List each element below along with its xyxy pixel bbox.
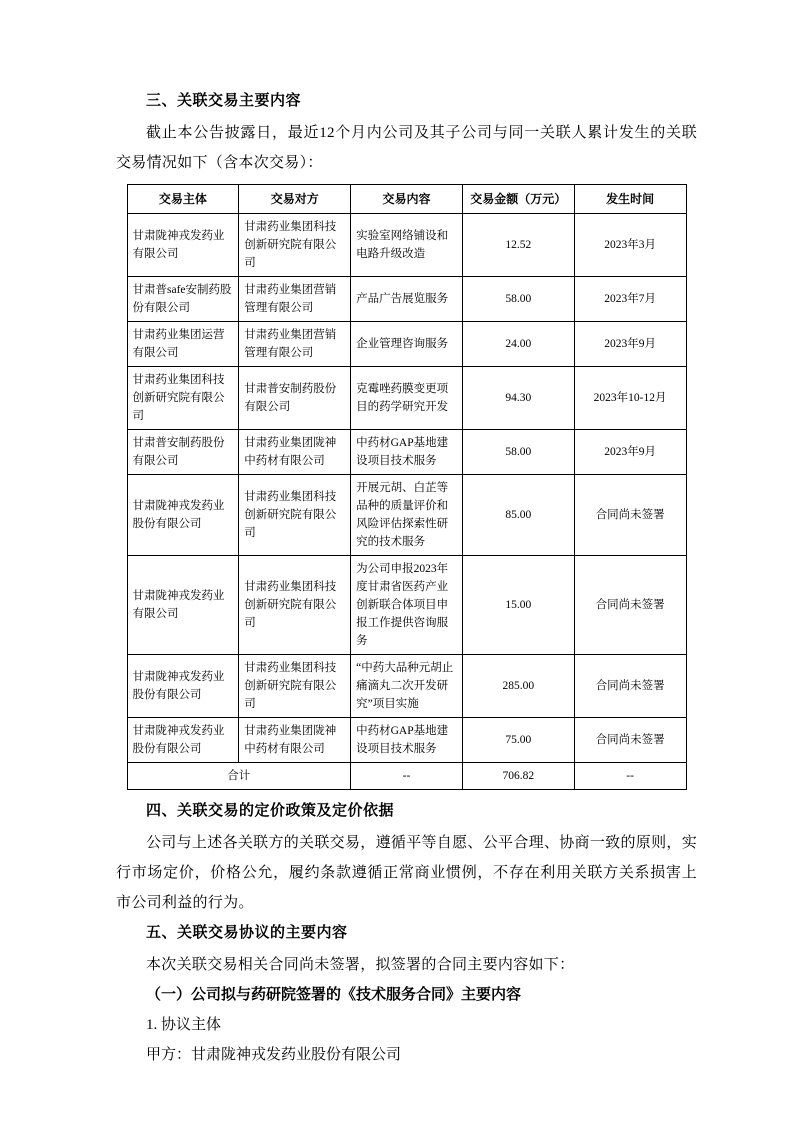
cell-content: “中药大品种元胡止痛滴丸二次开发研究”项目实施 bbox=[351, 655, 463, 718]
subsection-heading-1: （一）公司拟与药研院签署的《技术服务合同》主要内容 bbox=[146, 986, 522, 1003]
cell-content: 开展元胡、白芷等品种的质量评价和风险评估探索性研究的技术服务 bbox=[351, 475, 463, 556]
cell-time: 合同尚未签署 bbox=[574, 655, 686, 718]
cell-time: 合同尚未签署 bbox=[574, 475, 686, 556]
section-5-paragraph: 本次关联交易相关合同尚未签署，拟签署的合同主要内容如下： bbox=[146, 957, 575, 973]
table-row bbox=[127, 718, 686, 763]
cell-content: 克霉唑药膜变更项目的药学研究开发 bbox=[351, 367, 463, 430]
cell-counterparty: 甘肃药业集团科技创新研究院有限公司 bbox=[239, 655, 351, 718]
section-3-paragraph: 截止本公告披露日，最近12个月内公司及其子公司与同一关联人累计发生的关联交易情况如下（含本次交易）： bbox=[116, 125, 697, 171]
cell-content: 产品广告展览服务 bbox=[351, 277, 463, 322]
table-body bbox=[127, 214, 686, 790]
col-header-amount: 交易金额（万元） bbox=[462, 185, 574, 214]
cell-counterparty: 甘肃药业集团营销管理有限公司 bbox=[239, 322, 351, 367]
section-4-paragraph: 公司与上述各关联方的关联交易，遵循平等自愿、公平合理、协商一致的原则，实行市场定价，价格公允，履约条款遵循正常商业惯例，不存在利用关联方关系损害上市公司利益的行为。 bbox=[116, 835, 697, 911]
table-row bbox=[127, 430, 686, 475]
table-row bbox=[127, 475, 686, 556]
cell-subject: 甘肃陇神戎发药业股份有限公司 bbox=[127, 655, 239, 718]
cell-subject: 甘肃陇神戎发药业有限公司 bbox=[127, 214, 239, 277]
cell-time: 2023年3月 bbox=[574, 214, 686, 277]
cell-time: 合同尚未签署 bbox=[574, 556, 686, 655]
cell-time: 2023年9月 bbox=[574, 322, 686, 367]
subsection-item-1: 1. 协议主体 bbox=[146, 1017, 222, 1033]
cell-time: 2023年7月 bbox=[574, 277, 686, 322]
cell-total-dash1: -- bbox=[351, 763, 463, 790]
cell-amount: 285.00 bbox=[462, 655, 574, 718]
col-header-counterparty: 交易对方 bbox=[239, 185, 351, 214]
cell-total-dash2: -- bbox=[574, 763, 686, 790]
table-row bbox=[127, 556, 686, 655]
cell-subject: 甘肃药业集团科技创新研究院有限公司 bbox=[127, 367, 239, 430]
cell-content: 企业管理咨询服务 bbox=[351, 322, 463, 367]
cell-subject: 甘肃普安制药股份有限公司 bbox=[127, 430, 239, 475]
section-heading-5: 五、关联交易协议的主要内容 bbox=[146, 924, 348, 941]
col-header-time: 发生时间 bbox=[574, 185, 686, 214]
cell-total-amount: 706.82 bbox=[462, 763, 574, 790]
cell-subject: 甘肃药业集团运营有限公司 bbox=[127, 322, 239, 367]
related-transactions-table bbox=[127, 184, 687, 790]
cell-counterparty: 甘肃药业集团营销管理有限公司 bbox=[239, 277, 351, 322]
cell-amount: 94.30 bbox=[462, 367, 574, 430]
cell-total-label: 合计 bbox=[127, 763, 351, 790]
related-transactions-table-wrapper bbox=[116, 184, 697, 790]
col-header-content: 交易内容 bbox=[351, 185, 463, 214]
cell-counterparty: 甘肃药业集团科技创新研究院有限公司 bbox=[239, 556, 351, 655]
section-heading-4: 四、关联交易的定价政策及定价依据 bbox=[146, 802, 395, 819]
cell-content: 中药材GAP基地建设项目技术服务 bbox=[351, 430, 463, 475]
cell-time: 合同尚未签署 bbox=[574, 718, 686, 763]
cell-amount: 24.00 bbox=[462, 322, 574, 367]
section-heading-3: 三、关联交易主要内容 bbox=[146, 92, 302, 109]
cell-amount: 85.00 bbox=[462, 475, 574, 556]
cell-amount: 12.52 bbox=[462, 214, 574, 277]
cell-subject: 甘肃陇神戎发药业股份有限公司 bbox=[127, 718, 239, 763]
table-row bbox=[127, 277, 686, 322]
table-total-row bbox=[127, 763, 686, 790]
cell-time: 2023年10-12月 bbox=[574, 367, 686, 430]
table-row bbox=[127, 367, 686, 430]
cell-amount: 75.00 bbox=[462, 718, 574, 763]
cell-counterparty: 甘肃药业集团科技创新研究院有限公司 bbox=[239, 214, 351, 277]
col-header-subject: 交易主体 bbox=[127, 185, 239, 214]
cell-content: 实验室网络铺设和电路升级改造 bbox=[351, 214, 463, 277]
cell-time: 2023年9月 bbox=[574, 430, 686, 475]
cell-subject: 甘肃陇神戎发药业股份有限公司 bbox=[127, 475, 239, 556]
table-head bbox=[127, 185, 686, 214]
cell-subject: 甘肃普safe安制药股份有限公司 bbox=[127, 277, 239, 322]
cell-amount: 15.00 bbox=[462, 556, 574, 655]
cell-content: 为公司申报2023年度甘肃省医药产业创新联合体项目申报工作提供咨询服务 bbox=[351, 556, 463, 655]
cell-counterparty: 甘肃药业集团陇神中药材有限公司 bbox=[239, 430, 351, 475]
subsection-item-1-party-a: 甲方：甘肃陇神戎发药业股份有限公司 bbox=[146, 1047, 402, 1063]
cell-subject: 甘肃陇神戎发药业有限公司 bbox=[127, 556, 239, 655]
cell-counterparty: 甘肃普安制药股份有限公司 bbox=[239, 367, 351, 430]
table-row bbox=[127, 655, 686, 718]
cell-amount: 58.00 bbox=[462, 277, 574, 322]
cell-content: 中药材GAP基地建设项目技术服务 bbox=[351, 718, 463, 763]
cell-amount: 58.00 bbox=[462, 430, 574, 475]
cell-counterparty: 甘肃药业集团陇神中药材有限公司 bbox=[239, 718, 351, 763]
cell-counterparty: 甘肃药业集团科技创新研究院有限公司 bbox=[239, 475, 351, 556]
table-row bbox=[127, 214, 686, 277]
table-header-row bbox=[127, 185, 686, 214]
table-row bbox=[127, 322, 686, 367]
